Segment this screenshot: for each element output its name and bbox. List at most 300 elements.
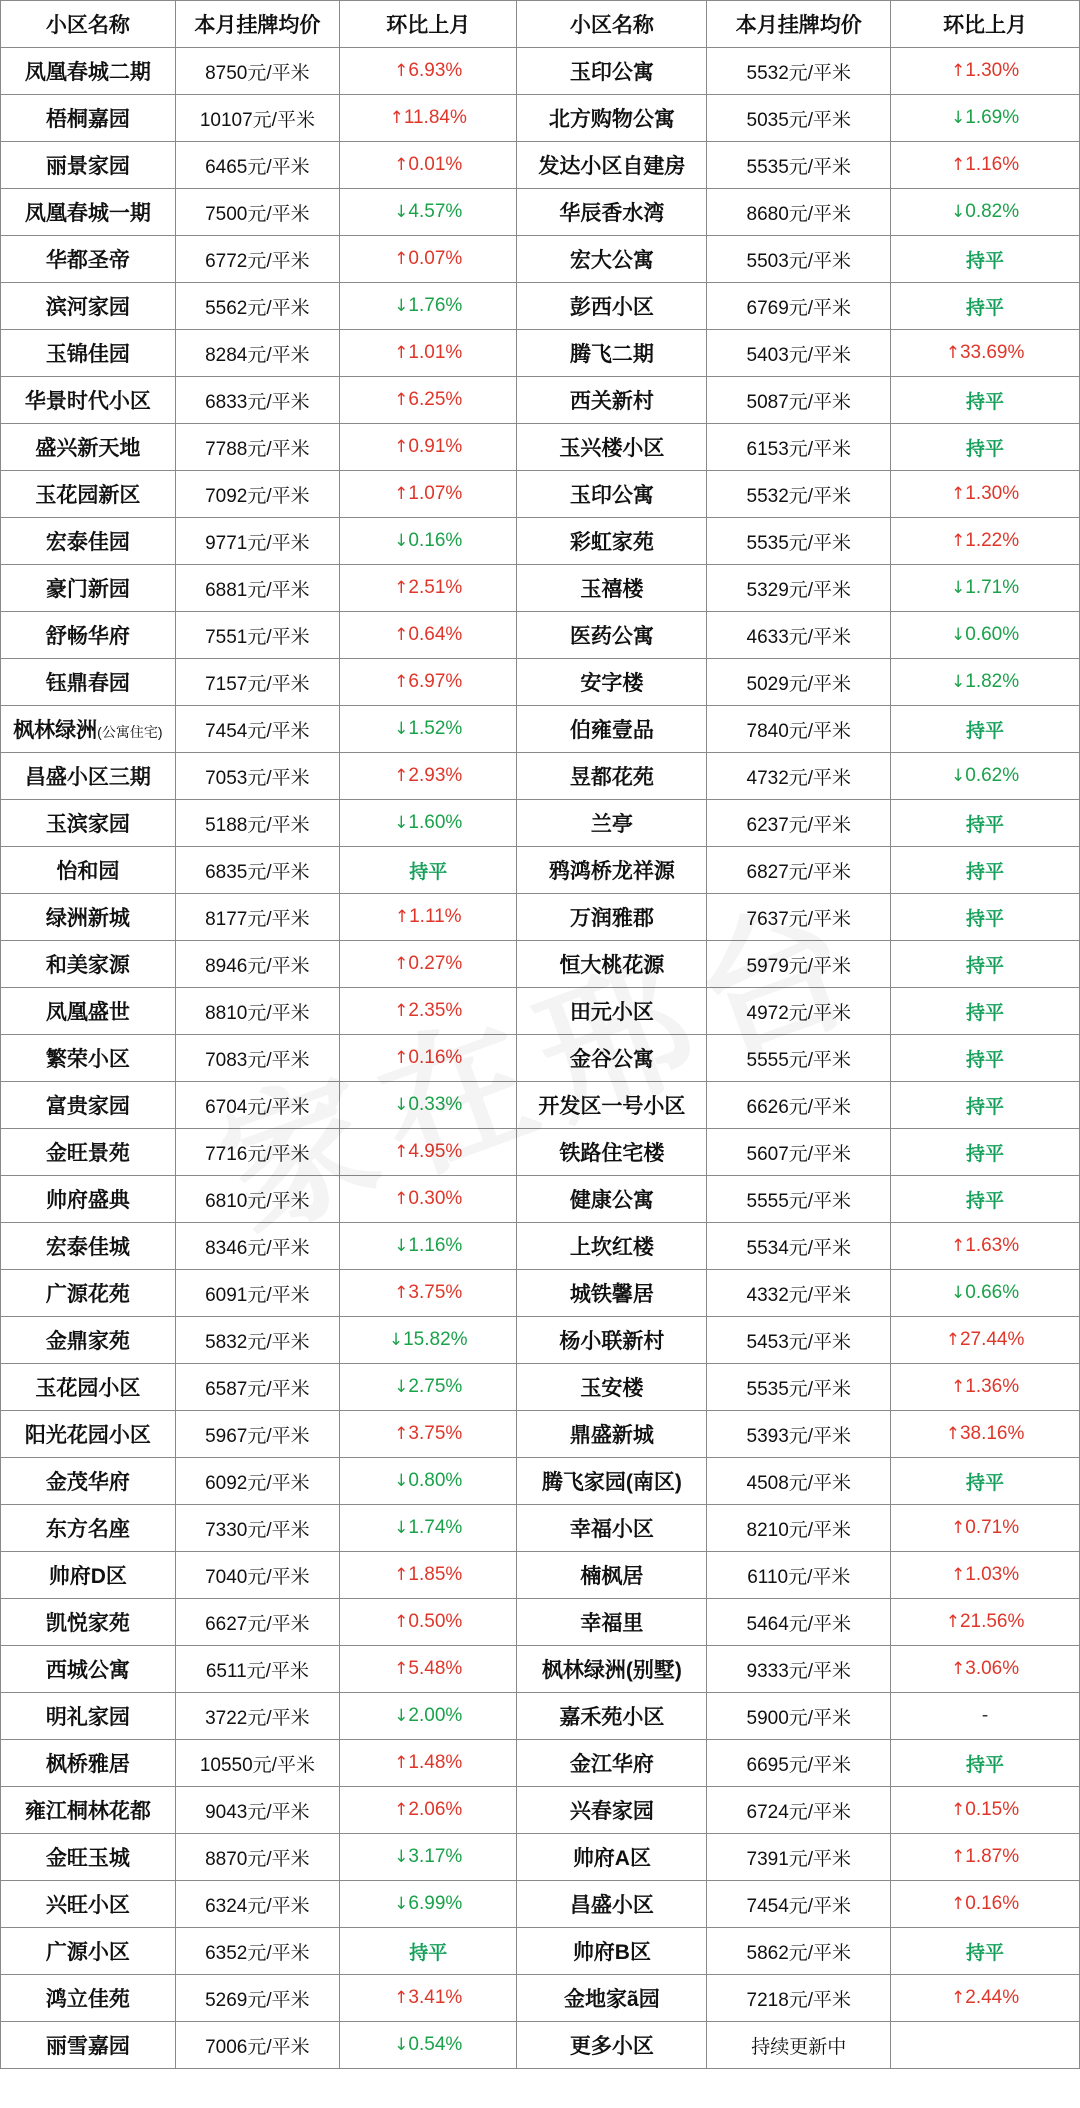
arrow-down-icon: ↓ — [394, 1471, 409, 1491]
table-row — [1, 847, 1080, 894]
arrow-down-icon: ↓ — [394, 1518, 409, 1538]
arrow-up-icon: ↑ — [951, 1800, 966, 1820]
table-row — [1, 1552, 1080, 1599]
listing-price-right: 6237元/平米 — [707, 800, 891, 847]
month-change-right — [891, 283, 1080, 330]
month-change-left — [340, 236, 517, 283]
community-name-left: 怡和园 — [1, 847, 176, 894]
month-change-left — [340, 800, 517, 847]
arrow-down-icon: ↓ — [388, 1330, 404, 1350]
month-change-right — [891, 1740, 1080, 1787]
community-name-right: 田元小区 — [517, 988, 707, 1035]
month-change-right — [891, 189, 1080, 236]
community-name-right: 腾飞家园(南区) — [517, 1458, 707, 1505]
arrow-up-icon: ↑ — [951, 1659, 966, 1679]
community-name-right: 枫林绿洲(别墅) — [517, 1646, 707, 1693]
month-change-right — [891, 377, 1080, 424]
table-row — [1, 1176, 1080, 1223]
change-up: ↑1.30% — [951, 60, 1020, 81]
change-up: ↑3.75% — [394, 1282, 463, 1303]
change-up: ↑3.41% — [394, 1987, 463, 2008]
table-row — [1, 800, 1080, 847]
community-name-left: 广源小区 — [1, 1928, 176, 1975]
month-change-right — [891, 659, 1080, 706]
change-flat: 持平 — [966, 438, 1005, 460]
month-change-right — [891, 95, 1080, 142]
community-name-left: 玉滨家园 — [1, 800, 176, 847]
arrow-up-icon: ↑ — [394, 1988, 409, 2008]
community-name-right: 西关新村 — [517, 377, 707, 424]
listing-price-left: 5269元/平米 — [175, 1975, 339, 2022]
listing-price-right: 5555元/平米 — [707, 1035, 891, 1082]
change-up: ↑0.15% — [951, 1799, 1020, 1820]
listing-price-right: 5979元/平米 — [707, 941, 891, 988]
listing-price-right: 5534元/平米 — [707, 1223, 891, 1270]
month-change-right — [891, 1928, 1080, 1975]
column-header-name-left: 小区名称 — [1, 1, 176, 48]
listing-price-right: 4633元/平米 — [707, 612, 891, 659]
change-up: ↑0.27% — [394, 953, 463, 974]
community-name-left: 帅府D区 — [1, 1552, 176, 1599]
month-change-left — [340, 1129, 517, 1176]
community-name-note: (公寓住宅) — [97, 724, 163, 740]
month-change-right — [891, 1035, 1080, 1082]
month-change-left — [340, 2022, 517, 2069]
change-up: ↑0.91% — [394, 436, 463, 457]
community-name-left: 昌盛小区三期 — [1, 753, 176, 800]
change-flat: 持平 — [966, 1049, 1005, 1071]
table-row — [1, 1740, 1080, 1787]
change-down: ↓2.00% — [394, 1705, 463, 1726]
month-change-left — [340, 1223, 517, 1270]
month-change-right — [891, 894, 1080, 941]
month-change-left — [340, 1928, 517, 1975]
arrow-up-icon: ↑ — [951, 155, 966, 175]
arrow-up-icon: ↑ — [394, 1659, 409, 1679]
listing-price-right: 5607元/平米 — [707, 1129, 891, 1176]
month-change-left — [340, 1364, 517, 1411]
arrow-up-icon: ↑ — [394, 625, 409, 645]
month-change-left — [340, 1505, 517, 1552]
community-name-right: 铁路住宅楼 — [517, 1129, 707, 1176]
change-down: ↓1.60% — [394, 812, 463, 833]
listing-price-left: 6352元/平米 — [175, 1928, 339, 1975]
table-row — [1, 1787, 1080, 1834]
arrow-up-icon: ↑ — [951, 61, 966, 81]
listing-price-right: 6110元/平米 — [707, 1552, 891, 1599]
change-down: ↓0.82% — [951, 201, 1020, 222]
listing-price-left: 7454元/平米 — [175, 706, 339, 753]
community-name-right: 幸福里 — [517, 1599, 707, 1646]
listing-price-left: 6511元/平米 — [175, 1646, 339, 1693]
month-change-right — [891, 1458, 1080, 1505]
table-body — [1, 48, 1080, 2069]
community-name-left: 钰鼎春园 — [1, 659, 176, 706]
community-name-left: 枫桥雅居 — [1, 1740, 176, 1787]
community-name-right: 幸福小区 — [517, 1505, 707, 1552]
arrow-up-icon: ↑ — [394, 1189, 409, 1209]
month-change-right — [891, 706, 1080, 753]
change-flat: 持平 — [966, 391, 1005, 413]
listing-price-left: 7157元/平米 — [175, 659, 339, 706]
change-flat: 持平 — [966, 908, 1005, 930]
column-header-change-right: 环比上月 — [891, 1, 1080, 48]
month-change-left — [340, 189, 517, 236]
community-name-right: 兴春家园 — [517, 1787, 707, 1834]
change-up: ↑21.56% — [945, 1611, 1025, 1632]
change-up: ↑0.16% — [394, 1047, 463, 1068]
arrow-up-icon: ↑ — [389, 108, 404, 128]
table-row — [1, 753, 1080, 800]
arrow-up-icon: ↑ — [951, 484, 966, 504]
community-name-right: 帅府B区 — [517, 1928, 707, 1975]
listing-price-left: 9043元/平米 — [175, 1787, 339, 1834]
arrow-up-icon: ↑ — [394, 1753, 409, 1773]
month-change-left — [340, 330, 517, 377]
listing-price-left: 7053元/平米 — [175, 753, 339, 800]
change-up: ↑0.30% — [394, 1188, 463, 1209]
change-flat: 持平 — [966, 1754, 1005, 1776]
change-up: ↑1.36% — [951, 1376, 1020, 1397]
month-change-left — [340, 1552, 517, 1599]
community-name-right: 宏大公寓 — [517, 236, 707, 283]
arrow-up-icon: ↑ — [394, 766, 409, 786]
arrow-down-icon: ↓ — [394, 1095, 409, 1115]
listing-price-left: 7040元/平米 — [175, 1552, 339, 1599]
month-change-right — [891, 800, 1080, 847]
community-name-right: 玉印公寓 — [517, 471, 707, 518]
community-name-right: 鸦鸿桥龙祥源 — [517, 847, 707, 894]
community-name-right: 腾飞二期 — [517, 330, 707, 377]
change-flat: 持平 — [966, 955, 1005, 977]
month-change-left — [340, 1881, 517, 1928]
change-up: ↑33.69% — [945, 342, 1025, 363]
table-row — [1, 988, 1080, 1035]
arrow-up-icon: ↑ — [394, 1001, 409, 1021]
change-up: ↑0.07% — [394, 248, 463, 269]
month-change-left — [340, 424, 517, 471]
table-row — [1, 283, 1080, 330]
table-row — [1, 1317, 1080, 1364]
change-up: ↑0.16% — [951, 1893, 1020, 1914]
change-none: - — [981, 1705, 989, 1726]
table-row — [1, 95, 1080, 142]
table-row — [1, 1270, 1080, 1317]
community-name-right: 帅府A区 — [517, 1834, 707, 1881]
table-row — [1, 565, 1080, 612]
change-up: ↑2.35% — [394, 1000, 463, 1021]
arrow-up-icon: ↑ — [945, 1424, 960, 1444]
listing-price-left: 5188元/平米 — [175, 800, 339, 847]
change-down: ↓1.82% — [951, 671, 1020, 692]
community-name-left: 舒畅华府 — [1, 612, 176, 659]
community-name-left: 枫林绿洲(公寓住宅) — [1, 706, 176, 753]
listing-price-left: 8750元/平米 — [175, 48, 339, 95]
community-name-left: 金旺景苑 — [1, 1129, 176, 1176]
listing-price-right: 4332元/平米 — [707, 1270, 891, 1317]
change-up: ↑0.50% — [394, 1611, 463, 1632]
listing-price-left: 7006元/平米 — [175, 2022, 339, 2069]
community-name-left: 凤凰盛世 — [1, 988, 176, 1035]
arrow-up-icon: ↑ — [394, 484, 409, 504]
listing-price-left: 5832元/平米 — [175, 1317, 339, 1364]
month-change-left — [340, 283, 517, 330]
arrow-down-icon: ↓ — [951, 766, 966, 786]
change-down: ↓1.74% — [394, 1517, 463, 1538]
community-name-right: 发达小区自建房 — [517, 142, 707, 189]
listing-price-left: 8946元/平米 — [175, 941, 339, 988]
community-name-left: 广源花苑 — [1, 1270, 176, 1317]
arrow-down-icon: ↓ — [394, 1894, 409, 1914]
arrow-up-icon: ↑ — [951, 1847, 966, 1867]
change-up: ↑4.95% — [394, 1141, 463, 1162]
listing-price-right: 5555元/平米 — [707, 1176, 891, 1223]
change-flat: 持平 — [409, 1942, 448, 1964]
listing-price-left: 8870元/平米 — [175, 1834, 339, 1881]
listing-price-right: 5403元/平米 — [707, 330, 891, 377]
arrow-down-icon: ↓ — [951, 625, 966, 645]
month-change-right — [891, 1787, 1080, 1834]
community-name-right: 金地家ã园 — [517, 1975, 707, 2022]
month-change-right — [891, 988, 1080, 1035]
arrow-up-icon: ↑ — [394, 343, 409, 363]
month-change-left — [340, 1646, 517, 1693]
listing-price-left: 8177元/平米 — [175, 894, 339, 941]
community-name-right: 彭西小区 — [517, 283, 707, 330]
community-name-left: 兴旺小区 — [1, 1881, 176, 1928]
arrow-down-icon: ↓ — [951, 1283, 966, 1303]
arrow-up-icon: ↑ — [945, 1612, 960, 1632]
month-change-right — [891, 236, 1080, 283]
community-name-left: 鸿立佳苑 — [1, 1975, 176, 2022]
arrow-down-icon: ↓ — [951, 578, 966, 598]
change-up: ↑1.30% — [951, 483, 1020, 504]
community-name-right: 昱都花苑 — [517, 753, 707, 800]
community-name-left: 金旺玉城 — [1, 1834, 176, 1881]
arrow-up-icon: ↑ — [951, 1518, 966, 1538]
community-name-left: 玉锦佳园 — [1, 330, 176, 377]
listing-price-left: 6704元/平米 — [175, 1082, 339, 1129]
community-name-right: 玉印公寓 — [517, 48, 707, 95]
listing-price-left: 8346元/平米 — [175, 1223, 339, 1270]
month-change-right — [891, 847, 1080, 894]
listing-price-left: 6465元/平米 — [175, 142, 339, 189]
month-change-left — [340, 1270, 517, 1317]
community-name-left: 东方名座 — [1, 1505, 176, 1552]
table-row — [1, 377, 1080, 424]
listing-price-right: 5862元/平米 — [707, 1928, 891, 1975]
month-change-left — [340, 377, 517, 424]
community-name-right: 医药公寓 — [517, 612, 707, 659]
column-header-price-left: 本月挂牌均价 — [175, 1, 339, 48]
community-name-right: 城铁馨居 — [517, 1270, 707, 1317]
community-name-right: 金谷公寓 — [517, 1035, 707, 1082]
community-name-left: 玉花园新区 — [1, 471, 176, 518]
table-row — [1, 1223, 1080, 1270]
community-name-right: 玉兴楼小区 — [517, 424, 707, 471]
table-row — [1, 142, 1080, 189]
table-row — [1, 1035, 1080, 1082]
month-change-left — [340, 1035, 517, 1082]
arrow-up-icon: ↑ — [394, 672, 409, 692]
month-change-left — [340, 1740, 517, 1787]
community-name-left: 金茂华府 — [1, 1458, 176, 1505]
change-down: ↓2.75% — [394, 1376, 463, 1397]
table-row — [1, 1458, 1080, 1505]
community-name-right: 金江华府 — [517, 1740, 707, 1787]
listing-price-right: 5503元/平米 — [707, 236, 891, 283]
change-down: ↓1.16% — [394, 1235, 463, 1256]
month-change-right — [891, 1223, 1080, 1270]
listing-price-left: 7716元/平米 — [175, 1129, 339, 1176]
change-down: ↓1.69% — [951, 107, 1020, 128]
arrow-down-icon: ↓ — [394, 1847, 409, 1867]
listing-price-right: 持续更新中 — [707, 2022, 891, 2069]
community-name-right: 恒大桃花源 — [517, 941, 707, 988]
month-change-left — [340, 48, 517, 95]
table-row — [1, 1975, 1080, 2022]
listing-price-left: 7551元/平米 — [175, 612, 339, 659]
listing-price-right: 5087元/平米 — [707, 377, 891, 424]
table-row — [1, 1881, 1080, 1928]
arrow-up-icon: ↑ — [394, 907, 410, 927]
change-up: ↑0.71% — [951, 1517, 1020, 1538]
arrow-up-icon: ↑ — [951, 1377, 966, 1397]
community-name-left: 和美家源 — [1, 941, 176, 988]
change-up: ↑0.01% — [394, 154, 463, 175]
listing-price-left: 3722元/平米 — [175, 1693, 339, 1740]
community-name-left: 盛兴新天地 — [1, 424, 176, 471]
change-up: ↑1.07% — [394, 483, 463, 504]
listing-price-right: 5535元/平米 — [707, 142, 891, 189]
community-name-left: 绿洲新城 — [1, 894, 176, 941]
month-change-right — [891, 612, 1080, 659]
month-change-left — [340, 659, 517, 706]
month-change-right — [891, 471, 1080, 518]
listing-price-right: 6724元/平米 — [707, 1787, 891, 1834]
table-row — [1, 518, 1080, 565]
community-name-left: 豪门新园 — [1, 565, 176, 612]
change-up: ↑2.51% — [394, 577, 463, 598]
change-up: ↑1.87% — [951, 1846, 1020, 1867]
community-name-left: 繁荣小区 — [1, 1035, 176, 1082]
change-down: ↓6.99% — [394, 1893, 463, 1914]
community-name-left: 西城公寓 — [1, 1646, 176, 1693]
listing-price-left: 6833元/平米 — [175, 377, 339, 424]
community-name-left: 宏泰佳城 — [1, 1223, 176, 1270]
change-down: ↓1.52% — [394, 718, 463, 739]
arrow-up-icon: ↑ — [394, 578, 409, 598]
table-row — [1, 330, 1080, 377]
change-down: ↓1.71% — [951, 577, 1020, 598]
arrow-down-icon: ↓ — [394, 2035, 409, 2055]
change-up: ↑3.75% — [394, 1423, 463, 1444]
month-change-left — [340, 941, 517, 988]
community-name-right: 上坎红楼 — [517, 1223, 707, 1270]
listing-price-left: 6772元/平米 — [175, 236, 339, 283]
listing-price-right: 5532元/平米 — [707, 48, 891, 95]
change-up: ↑3.06% — [951, 1658, 1020, 1679]
month-change-left — [340, 142, 517, 189]
month-change-right — [891, 1552, 1080, 1599]
community-name-right: 华辰香水湾 — [517, 189, 707, 236]
arrow-up-icon: ↑ — [951, 1988, 966, 2008]
month-change-left — [340, 988, 517, 1035]
change-up: ↑6.93% — [394, 60, 463, 81]
change-up: ↑2.93% — [394, 765, 463, 786]
community-name-right: 伯雍壹品 — [517, 706, 707, 753]
listing-price-left: 7092元/平米 — [175, 471, 339, 518]
listing-price-left: 9771元/平米 — [175, 518, 339, 565]
change-up: ↑38.16% — [945, 1423, 1025, 1444]
change-down: ↓3.17% — [394, 1846, 463, 1867]
table-row — [1, 424, 1080, 471]
month-change-right — [891, 1834, 1080, 1881]
listing-price-left: 6091元/平米 — [175, 1270, 339, 1317]
month-change-right — [891, 330, 1080, 377]
community-name-right: 彩虹家苑 — [517, 518, 707, 565]
month-change-right — [891, 1693, 1080, 1740]
listing-price-right: 7637元/平米 — [707, 894, 891, 941]
listing-price-right: 6153元/平米 — [707, 424, 891, 471]
listing-price-right: 5532元/平米 — [707, 471, 891, 518]
change-flat: 持平 — [966, 720, 1005, 742]
listing-price-right: 6695元/平米 — [707, 1740, 891, 1787]
listing-price-left: 7788元/平米 — [175, 424, 339, 471]
community-name-left: 玉花园小区 — [1, 1364, 176, 1411]
community-name-right: 玉安楼 — [517, 1364, 707, 1411]
community-name-left: 凤凰春城二期 — [1, 48, 176, 95]
change-flat: 持平 — [966, 814, 1005, 836]
arrow-up-icon: ↑ — [394, 1283, 409, 1303]
change-up: ↑1.03% — [951, 1564, 1020, 1585]
month-change-right — [891, 1975, 1080, 2022]
month-change-right — [891, 142, 1080, 189]
listing-price-left: 8284元/平米 — [175, 330, 339, 377]
change-down: ↓0.66% — [951, 1282, 1020, 1303]
change-down: ↓0.16% — [394, 530, 463, 551]
change-up: ↑2.44% — [951, 1987, 1020, 2008]
listing-price-right: 8680元/平米 — [707, 189, 891, 236]
table-row — [1, 1646, 1080, 1693]
change-up: ↑1.63% — [951, 1235, 1020, 1256]
listing-price-right: 5329元/平米 — [707, 565, 891, 612]
change-up: ↑5.48% — [394, 1658, 463, 1679]
month-change-right — [891, 1599, 1080, 1646]
listing-price-left: 8810元/平米 — [175, 988, 339, 1035]
arrow-up-icon: ↑ — [394, 390, 409, 410]
month-change-left — [340, 1458, 517, 1505]
month-change-left — [340, 1975, 517, 2022]
community-name-right: 鼎盛新城 — [517, 1411, 707, 1458]
community-name-left: 凯悦家苑 — [1, 1599, 176, 1646]
month-change-left — [340, 518, 517, 565]
table-row — [1, 1834, 1080, 1881]
month-change-left — [340, 1082, 517, 1129]
arrow-down-icon: ↓ — [394, 1236, 409, 1256]
listing-price-left: 6092元/平米 — [175, 1458, 339, 1505]
change-flat: 持平 — [966, 1143, 1005, 1165]
listing-price-right: 8210元/平米 — [707, 1505, 891, 1552]
arrow-up-icon: ↑ — [945, 1330, 960, 1350]
change-up: ↑1.11% — [394, 906, 462, 927]
community-name-right: 兰亭 — [517, 800, 707, 847]
change-up: ↑0.64% — [394, 624, 463, 645]
table-row — [1, 2022, 1080, 2069]
month-change-left — [340, 1599, 517, 1646]
arrow-down-icon: ↓ — [394, 813, 409, 833]
listing-price-right: 5453元/平米 — [707, 1317, 891, 1364]
